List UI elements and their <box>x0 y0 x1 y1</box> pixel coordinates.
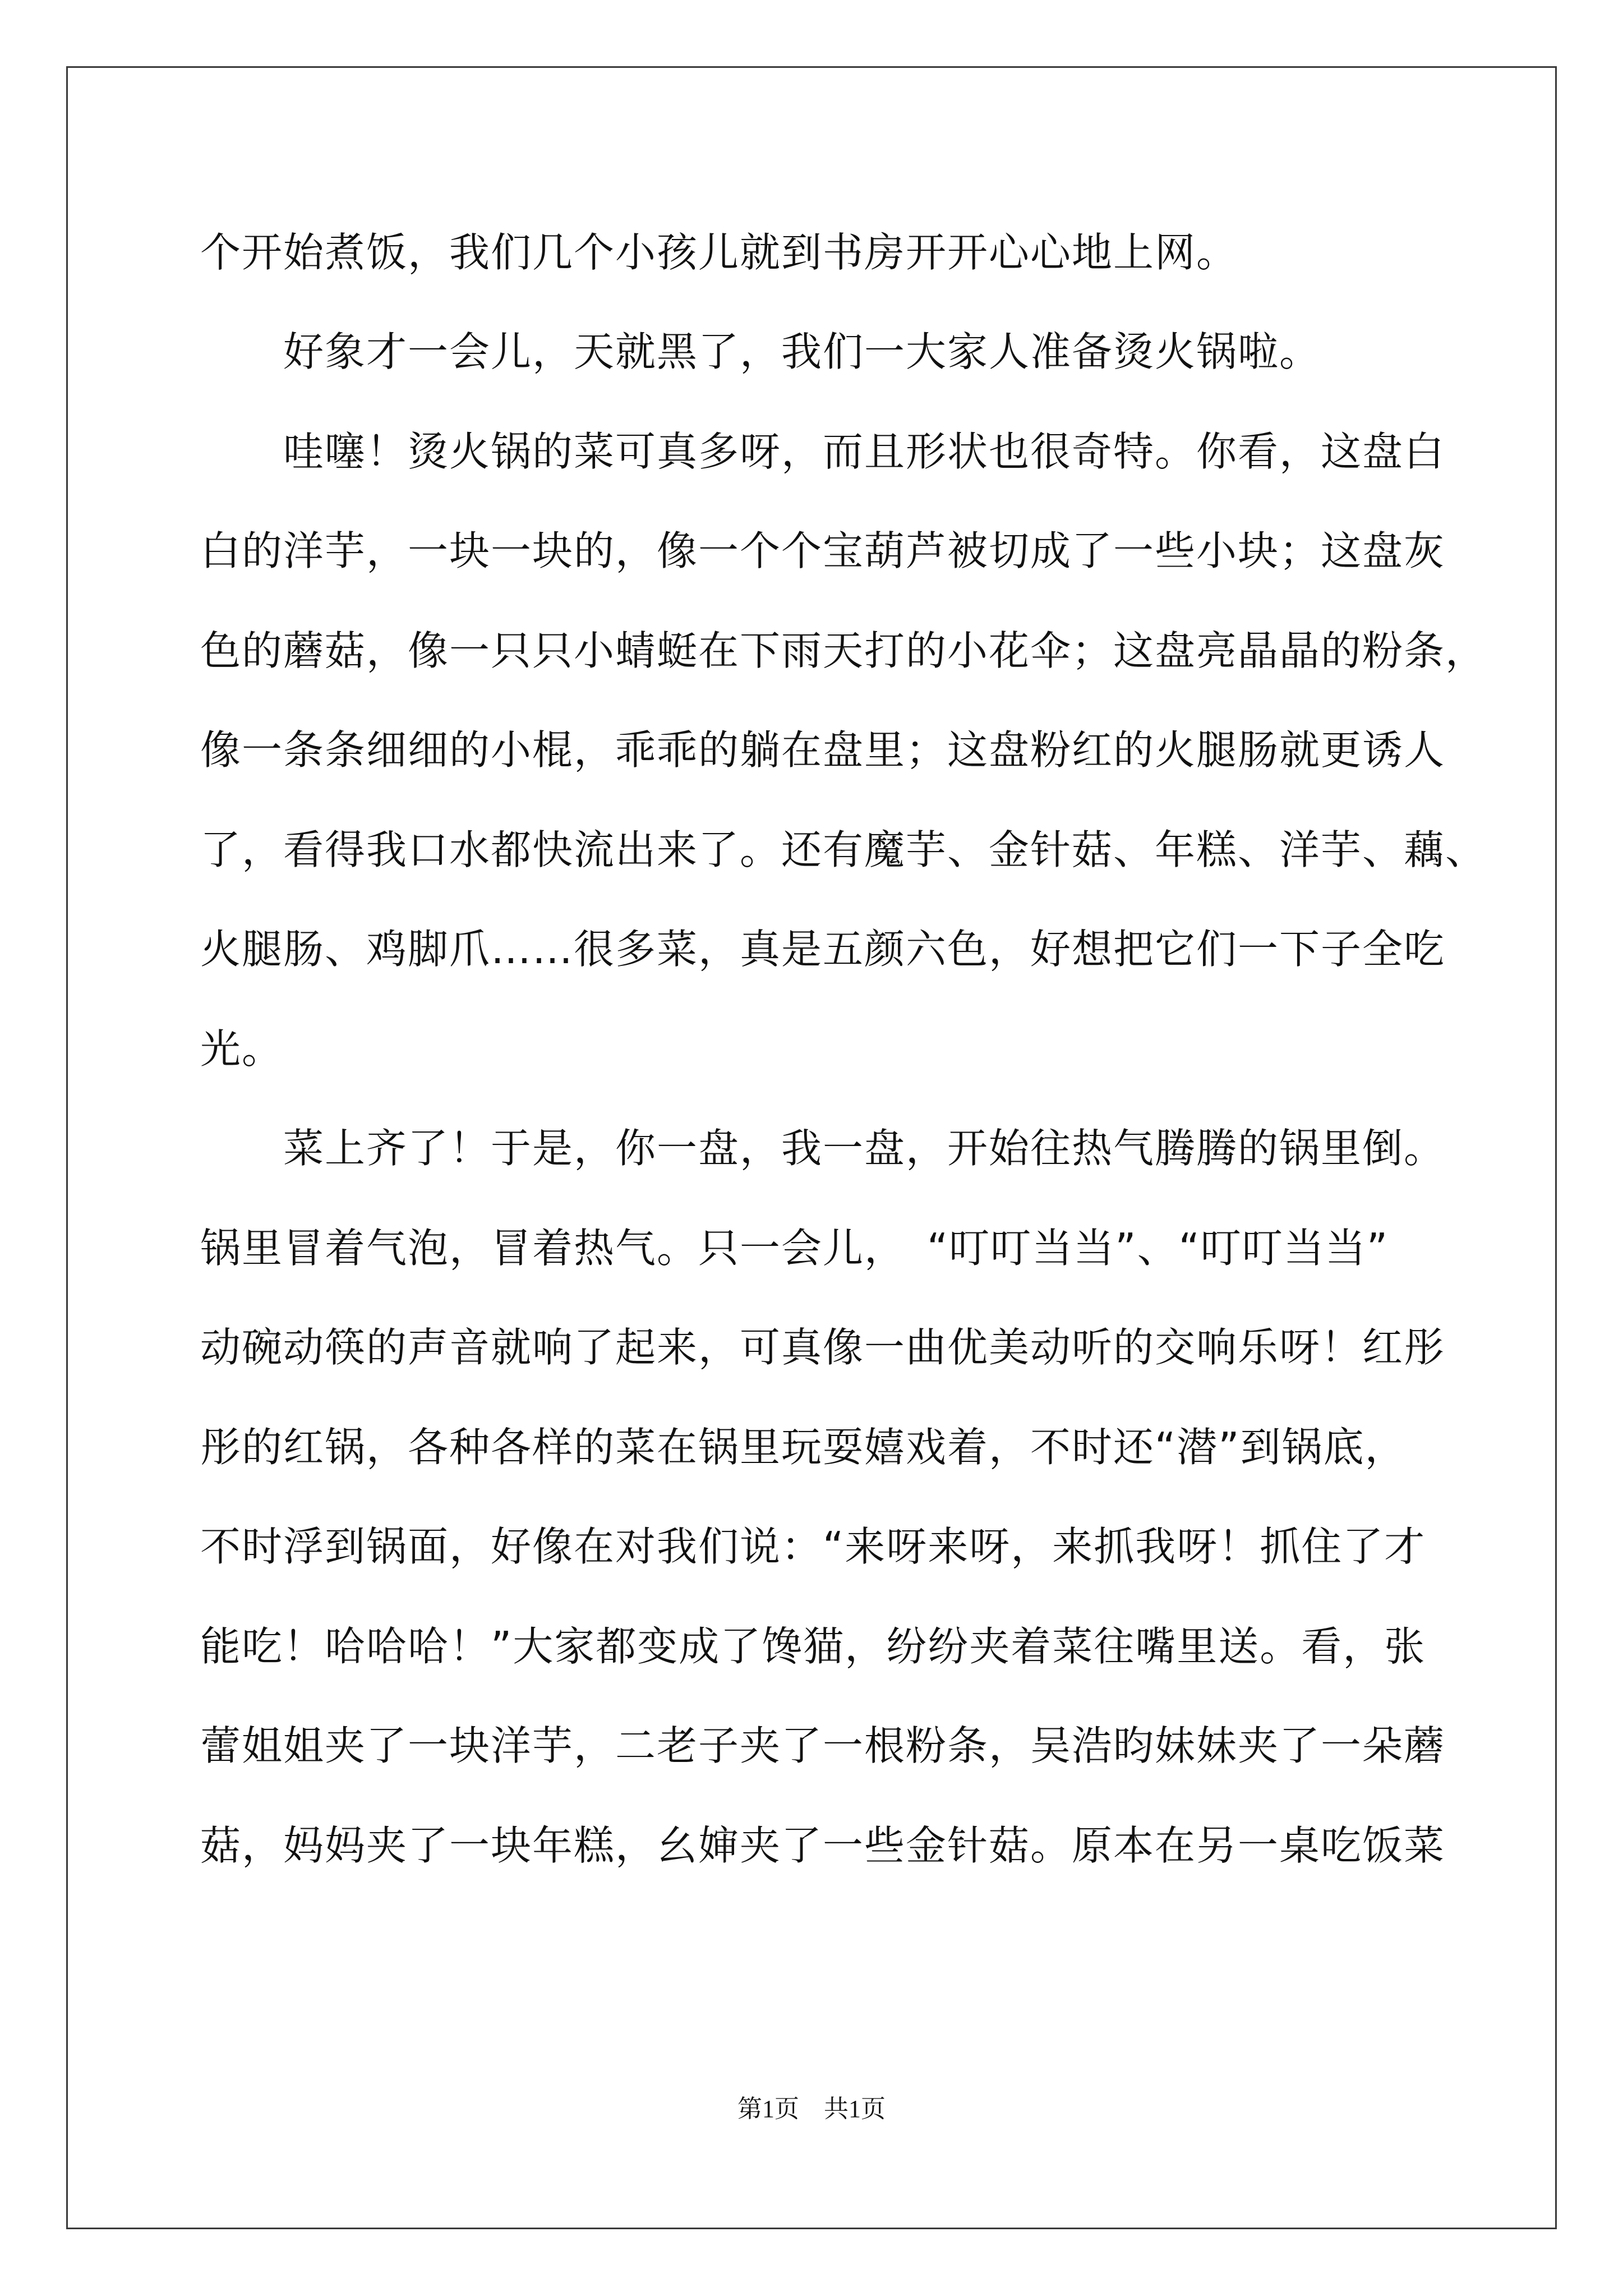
text-line: 白的洋芋，一块一块的，像一个个宝葫芦被切成了一些小块；这盘灰 <box>200 527 1446 574</box>
text-line: 好象才一会儿，天就黑了，我们一大家人准备烫火锅啦。 <box>200 328 1321 375</box>
text-line: 彤的红锅，各种各样的菜在锅里玩耍嬉戏着，不时还“潜”到锅底， <box>200 1424 1407 1471</box>
text-line: 火腿肠、鸡脚爪……很多菜，真是五颜六色，好想把它们一下子全吃 <box>200 926 1446 973</box>
text-line: 菇，妈妈夹了一块年糕，幺婶夹了一些金针菇。原本在另一桌吃饭菜 <box>200 1822 1446 1869</box>
text-line: 动碗动筷的声音就响了起来，可真像一曲优美动听的交响乐呀！红彤 <box>200 1324 1446 1371</box>
text-line: 锅里冒着气泡，冒着热气。只一会儿， “叮叮当当”、“叮叮当当” <box>200 1225 1389 1272</box>
text-line: 能吃！哈哈哈！”大家都变成了馋猫，纷纷夹着菜往嘴里送。看，张 <box>200 1623 1426 1670</box>
page-number-label: 第1页 共1页 <box>737 2095 886 2123</box>
text-line: 蕾姐姐夹了一块洋芋，二老子夹了一根粉条，吴浩昀妹妹夹了一朵蘑 <box>200 1722 1446 1769</box>
page-footer <box>0 2092 1623 2126</box>
text-line: 个开始煮饭，我们几个小孩儿就到书房开开心心地上网。 <box>200 229 1238 276</box>
text-line: 菜上齐了！于是，你一盘，我一盘，开始往热气腾腾的锅里倒。 <box>200 1125 1446 1172</box>
text-line: 光。 <box>200 1025 284 1073</box>
text-line: 不时浮到锅面，好像在对我们说：“来呀来呀，来抓我呀！抓住了才 <box>200 1523 1426 1570</box>
text-line: 哇噻！烫火锅的菜可真多呀，而且形状也很奇特。你看，这盘白 <box>200 428 1446 475</box>
text-line: 像一条条细细的小棍，乖乖的躺在盘里；这盘粉红的火腿肠就更诱人 <box>200 726 1446 774</box>
text-line: 了，看得我口水都快流出来了。还有魔芋、金针菇、年糕、洋芋、藕、 <box>200 826 1487 873</box>
text-line: 色的蘑菇，像一只只小蜻蜓在下雨天打的小花伞；这盘亮晶晶的粉条， <box>200 627 1487 674</box>
